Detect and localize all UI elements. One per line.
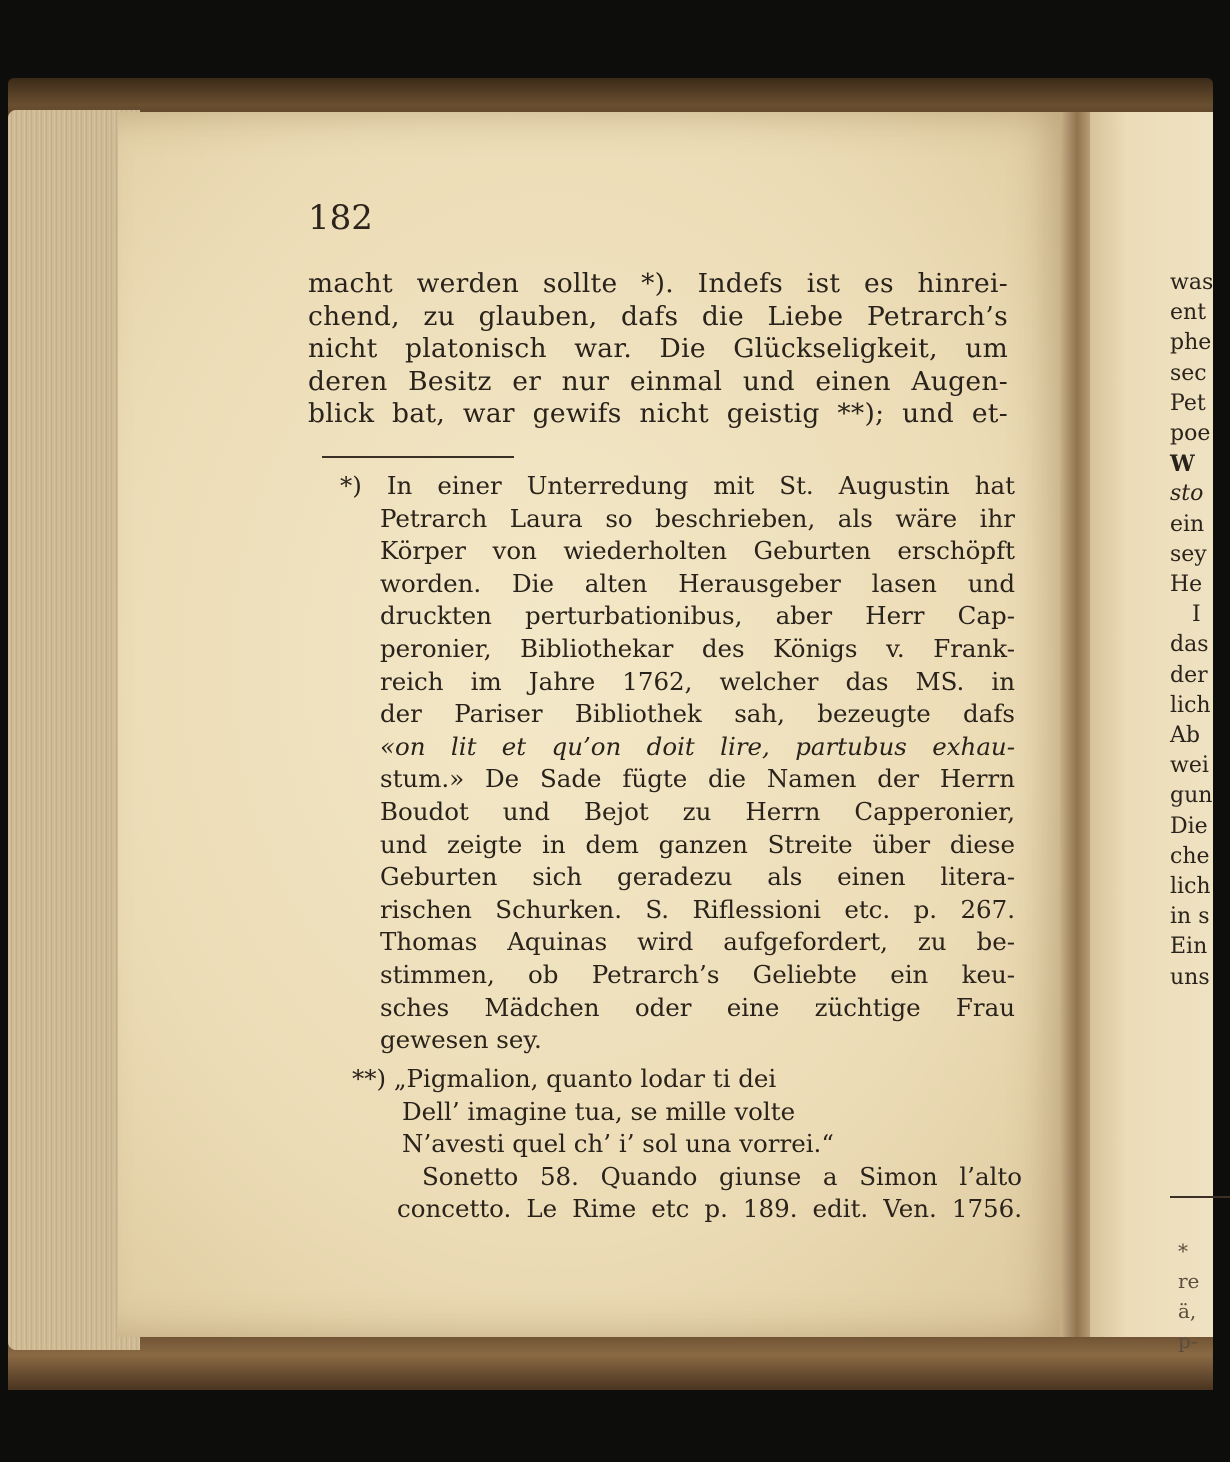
footnote-line: rischen Schurken. S. Riflessioni etc. p. 267. bbox=[380, 894, 1015, 924]
source-line: concetto. Le Rime etc p. 189. edit. Ven. 1756. bbox=[397, 1194, 1022, 1224]
footnote-line: reich im Jahre 1762, welcher das MS. in bbox=[380, 666, 1015, 696]
right-page-text bbox=[1170, 268, 1213, 993]
footnote-mark: **) bbox=[352, 1064, 387, 1093]
right-line: wei bbox=[1170, 753, 1209, 779]
footnote-line bbox=[352, 1063, 1022, 1096]
verse-line: „Pigmalion, quanto lodar ti dei bbox=[393, 1064, 777, 1093]
main-text bbox=[308, 268, 1008, 431]
footnote-line: peronier, Bibliothekar des Königs v. Frank- bbox=[380, 633, 1015, 663]
footnote-line: druckten perturbationibus, aber Herr Cap- bbox=[380, 601, 1015, 631]
right-footnote-text bbox=[1178, 1236, 1199, 1356]
book-gutter bbox=[1060, 112, 1094, 1337]
right-line: lich bbox=[1170, 874, 1211, 900]
footnote-line: «on lit et qu’on doit lire, partubus exhau- bbox=[380, 731, 1015, 761]
footnote-line bbox=[340, 470, 1015, 503]
right-line: in s bbox=[1170, 904, 1210, 930]
right-line: lich bbox=[1170, 692, 1211, 718]
text-line: deren Besitz er nur einmal und einen Augen- bbox=[308, 365, 1008, 397]
right-footnote-line: p- bbox=[1178, 1329, 1198, 1353]
right-line: uns bbox=[1170, 964, 1210, 990]
footnote-line: der Pariser Bibliothek sah, bezeugte dafs bbox=[380, 699, 1015, 729]
right-line: Ab bbox=[1170, 723, 1200, 749]
right-line: sey bbox=[1170, 541, 1207, 567]
footnote-line: worden. Die alten Herausgeber lasen und bbox=[380, 568, 1015, 598]
source-line: Sonetto 58. Quando giunse a Simon l’alto bbox=[422, 1161, 1022, 1191]
right-line: was bbox=[1170, 270, 1214, 295]
text-line: nicht platonisch war. Die Glückseligkeit, um bbox=[308, 333, 1008, 364]
footnote-line: gewesen sey. bbox=[380, 1025, 542, 1055]
right-line: sto bbox=[1170, 481, 1204, 507]
right-line: der bbox=[1170, 662, 1208, 688]
right-footnote-line: re bbox=[1178, 1269, 1200, 1293]
footnote-line: Geburten sich geradezu als einen litera- bbox=[380, 862, 1015, 892]
verse-line: Dell’ imagine tua, se mille volte bbox=[402, 1096, 796, 1126]
text-line: chend, zu glauben, dafs die Liebe Petrarch’s bbox=[308, 300, 1008, 332]
text-line: blick bat, war gewifs nicht geistig **); und et- bbox=[308, 398, 1008, 429]
footnote-line: stimmen, ob Petrarch’s Geliebte ein keu- bbox=[380, 959, 1015, 989]
footnote-separator bbox=[322, 456, 514, 458]
footnote-line: Thomas Aquinas wird aufgefordert, zu be- bbox=[380, 927, 1015, 957]
footnote-line: und zeigte in dem ganzen Streite über diese bbox=[380, 829, 1015, 859]
text-line: macht werden sollte *). Indefs ist es hinrei- bbox=[308, 268, 1008, 299]
footnote-line: Boudot und Bejot zu Herrn Capperonier, bbox=[380, 796, 1015, 826]
right-line: ent bbox=[1170, 300, 1207, 326]
page-number: 182 bbox=[308, 198, 373, 238]
right-line: W bbox=[1170, 451, 1195, 478]
right-line: das bbox=[1170, 632, 1209, 658]
right-line: Die bbox=[1170, 813, 1208, 839]
right-footnote-line: * bbox=[1178, 1239, 1188, 1263]
verse-line: N’avesti quel ch’ i’ sol una vorrei.“ bbox=[402, 1129, 834, 1159]
footnote-line: sches Mädchen oder eine züchtige Frau bbox=[380, 992, 1015, 1022]
right-footnote-rule bbox=[1170, 1196, 1230, 1198]
right-line: He bbox=[1170, 572, 1203, 598]
footnote-line: Petrarch Laura so beschrieben, als wäre ihr bbox=[380, 503, 1015, 533]
right-line: I bbox=[1192, 602, 1201, 628]
right-line: gun bbox=[1170, 783, 1213, 809]
footnote-line: Körper von wiederholten Geburten erschöpft bbox=[380, 536, 1015, 566]
footnote-mark: *) bbox=[340, 471, 362, 500]
footnote-line: stum.» De Sade fügte die Namen der Herrn bbox=[380, 764, 1015, 794]
right-line: Pet bbox=[1170, 390, 1206, 416]
right-footnote-line: ä, bbox=[1178, 1299, 1197, 1323]
right-line: Ein bbox=[1170, 934, 1208, 960]
right-line: phe bbox=[1170, 330, 1212, 356]
right-line: che bbox=[1170, 843, 1210, 869]
footnote-1 bbox=[340, 470, 1015, 1057]
right-page bbox=[1090, 112, 1214, 1353]
right-line: sec bbox=[1170, 360, 1207, 386]
footnote-2 bbox=[352, 1063, 1022, 1226]
right-line: poe bbox=[1170, 421, 1211, 447]
footnote-line-text: In einer Unterredung mit St. Augustin hat bbox=[386, 471, 1015, 500]
right-line: ein bbox=[1170, 511, 1205, 537]
